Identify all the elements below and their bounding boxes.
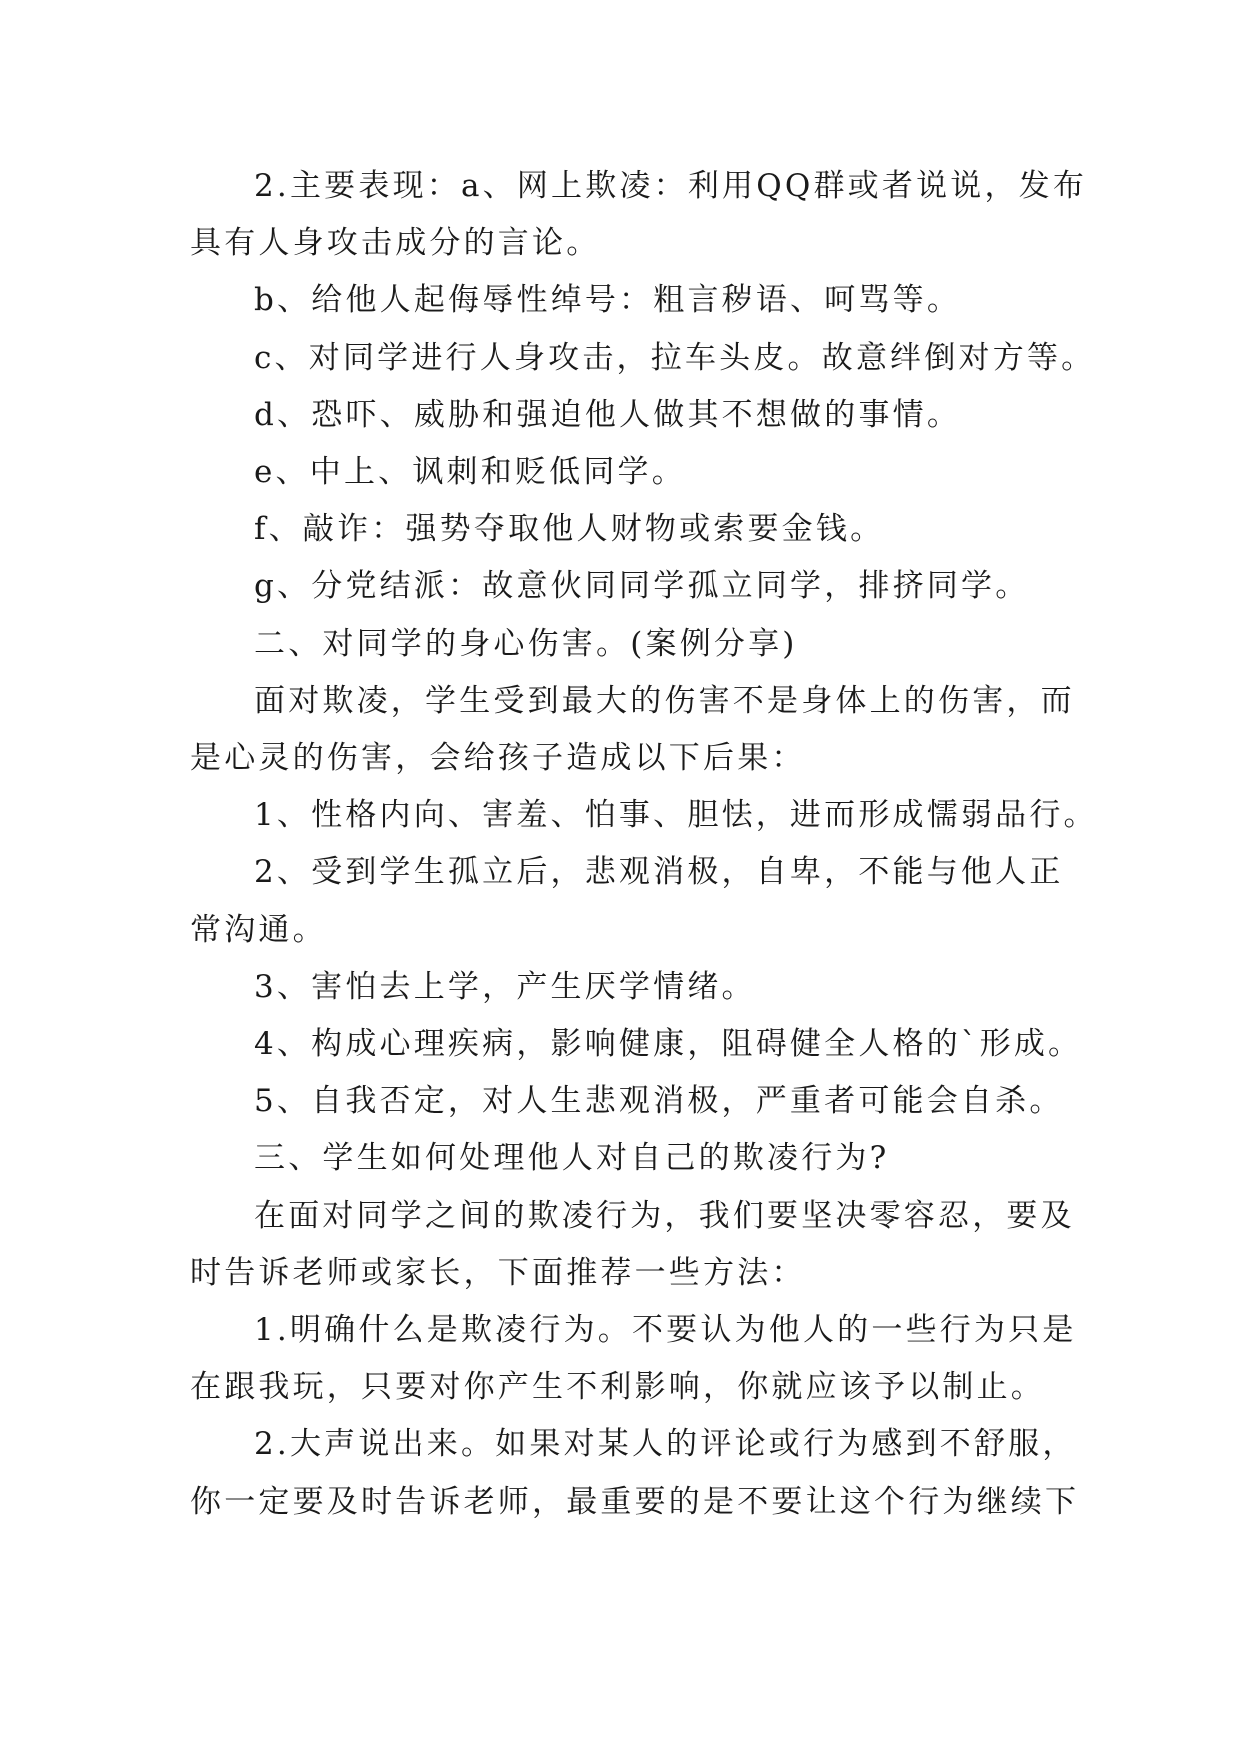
paragraph: [190, 1073, 1064, 1130]
paragraph: [190, 1302, 1077, 1416]
paragraph-continuation-line: 具有人身攻击成分的言论。: [190, 225, 601, 262]
paragraph: [190, 1188, 1075, 1302]
paragraph-continuation-line: 时告诉老师或家长，下面推荐一些方法：: [190, 1254, 806, 1291]
paragraph: [190, 844, 1064, 958]
paragraph-first-line: f、敲诈：强势夺取他人财物或索要金钱。: [254, 511, 885, 548]
paragraph: [190, 158, 1088, 272]
paragraph: [190, 1416, 1080, 1530]
paragraph-continuation-line: 在跟我玩，只要对你产生不利影响，你就应该予以制止。: [190, 1369, 1045, 1406]
paragraph-first-line: 2.主要表现：a、网上欺凌：利用QQ群或者说说，发布: [254, 168, 1088, 204]
paragraph: [190, 387, 1056, 444]
paragraph-first-line: 面对欺凌，学生受到最大的伤害不是身体上的伤害，而: [254, 682, 1075, 719]
paragraph-first-line: 三、学生如何处理他人对自己的欺凌行为?: [254, 1140, 890, 1177]
paragraph: [190, 501, 1056, 558]
paragraph-first-line: 1.明确什么是欺凌行为。不要认为他人的一些行为只是: [254, 1312, 1077, 1349]
paragraph: [190, 1016, 1083, 1073]
paragraph-continuation-line: 你一定要及时告诉老师，最重要的是不要让这个行为继续下: [190, 1483, 1080, 1520]
paragraph: [190, 1130, 1056, 1187]
paragraph: [190, 558, 1056, 615]
paragraph-continuation-line: 常沟通。: [190, 911, 327, 948]
paragraph-first-line: 二、对同学的身心伤害。(案例分享): [254, 625, 798, 662]
paragraph-first-line: 4、构成心理疾病，影响健康，阻碍健全人格的`形成。: [254, 1026, 1083, 1063]
paragraph-first-line: 1、性格内向、害羞、怕事、胆怯，进而形成懦弱品行。: [254, 797, 1098, 834]
paragraph: [190, 787, 1098, 844]
paragraph: [190, 330, 1096, 387]
paragraph: [190, 959, 1056, 1016]
paragraph-first-line: b、给他人起侮辱性绰号：粗言秽语、呵骂等。: [254, 282, 962, 319]
paragraph-first-line: 2.大声说出来。如果对某人的评论或行为感到不舒服，: [254, 1426, 1077, 1463]
paragraph-first-line: e、中上、讽刺和贬低同学。: [254, 454, 686, 491]
paragraph-first-line: 在面对同学之间的欺凌行为，我们要坚决零容忍，要及: [254, 1197, 1075, 1234]
document-body: [190, 158, 1098, 1531]
paragraph: [190, 444, 1056, 501]
paragraph-first-line: g、分党结派：故意伙同同学孤立同学，排挤同学。: [254, 568, 1030, 605]
paragraph: [190, 272, 1056, 329]
paragraph-first-line: c、对同学进行人身攻击，拉车头皮。故意绊倒对方等。: [254, 339, 1096, 376]
paragraph-continuation-line: 是心灵的伤害，会给孩子造成以下后果：: [190, 740, 806, 777]
paragraph-first-line: 5、自我否定，对人生悲观消极，严重者可能会自杀。: [254, 1083, 1064, 1120]
paragraph-first-line: 2、受到学生孤立后，悲观消极，自卑，不能与他人正: [254, 854, 1064, 891]
paragraph: [190, 616, 1056, 673]
paragraph: [190, 673, 1075, 787]
paragraph-first-line: d、恐吓、威胁和强迫他人做其不想做的事情。: [254, 396, 962, 433]
paragraph-first-line: 3、害怕去上学，产生厌学情绪。: [254, 968, 756, 1005]
